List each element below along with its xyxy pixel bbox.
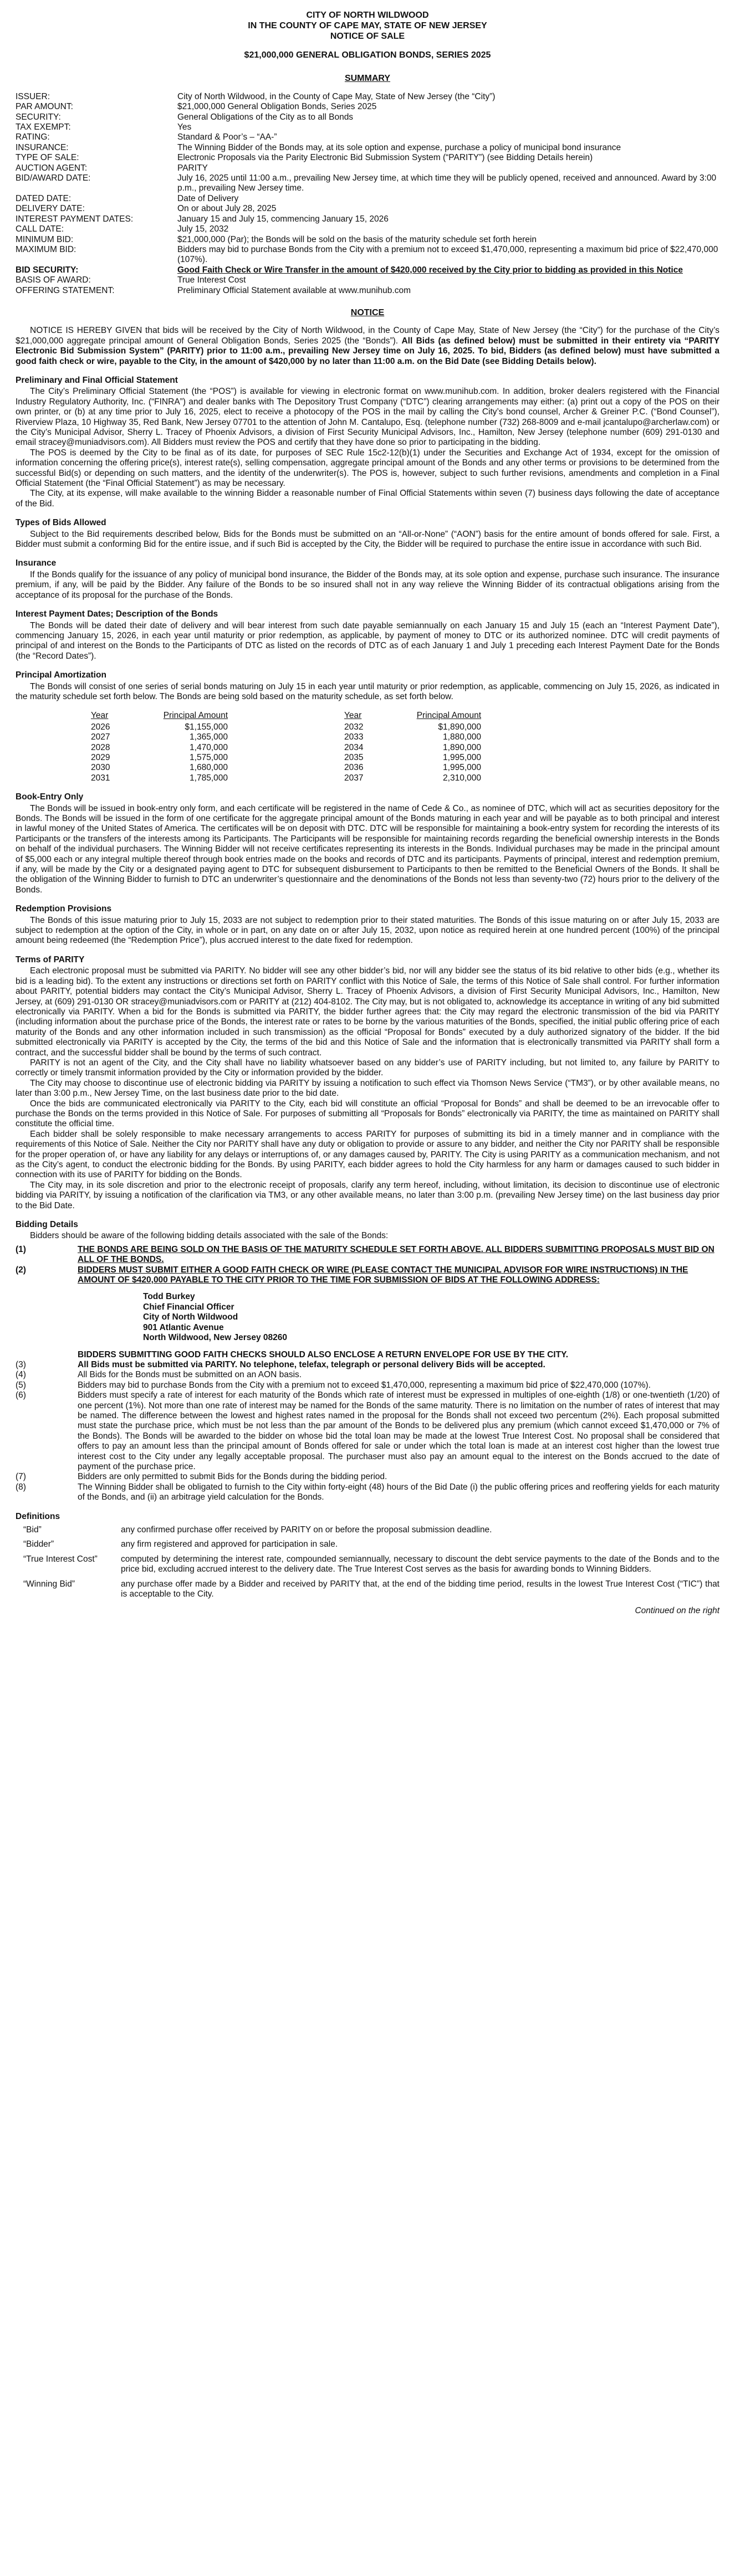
maturity-year: 2031: [91, 773, 110, 783]
return-envelope-note: BIDDERS SUBMITTING GOOD FAITH CHECKS SHOULD ALSO ENCLOSE A RETURN ENVELOPE FOR USE BY THE CITY.: [78, 1349, 568, 1359]
bidding-intro: Bidders should be aware of the following bidding details associated with the sale of the Bonds:: [30, 1231, 389, 1241]
address-line: City of North Wildwood: [143, 1312, 238, 1322]
definition-text: computed by determining the interest rate, compounded semiannually, necessary to discount the debt service payments to the date of the Bonds and to the price bid, excluding accrued interest to the delivery date. The True Interest Cost serves as the basis for awarding bonds to Winning Bidders.: [121, 1554, 719, 1574]
parity-paragraph-6: The City may, in its sole discretion and prior to the electronic receipt of proposals, clarify any term hereof, including, without limitation, its decision to discontinue use of electronic bidding via PARITY, by issuing a notification of the clarification via TM3, or any other available means, no later than 3:00 p.m. (prevailing New Jersey time) on the last business day prior to the Bid Date.: [16, 1180, 719, 1210]
pos-paragraph-1: The City’s Preliminary Official Statement (the “POS”) is available for viewing in electronic format on www.munihub.com. In addition, broker dealers registered with the Financial Industry Regulatory Authority, Inc. (“FINRA”) and dealer banks with The Depository Trust Company (“DTC”) clearing arrangements may either: (a) print out a copy of the POS on their own printer, or (b) at any time prior to July 16, 2025, elect to receive a photocopy of the POS in the mail by calling the City’s bond counsel, Archer & Greiner P.C. (“Bond Counsel”), Riverview Plaza, 10 Highway 35, Red Bank, New Jersey 07701 to the attention of John M. Cantalupo, Esq. (telephone number (732) 268-8009 and e-mail jcantalupo@archerlaw.com) or the City’s Municipal Advisor, Sherry L. Tracey of Phoenix Advisors, a division of First Security Municipal Advisors, Inc., Hamilton, New Jersey (telephone number (609) 291-0130 and email stracey@muniadvisors.com). All Bidders must review the POS and certify that they have done so prior to participating in the bidding.: [16, 387, 719, 448]
maturity-year: 2033: [344, 732, 364, 742]
maturity-amount: 1,785,000: [190, 773, 228, 783]
maturity-year: 2037: [344, 773, 364, 783]
summary-key: AUCTION AGENT:: [16, 163, 88, 173]
good-faith-requirement: BIDDERS MUST SUBMIT EITHER A GOOD FAITH CHECK OR WIRE (PLEASE CONTACT THE MUNICIPAL ADVISOR FOR WIRE INSTRUCTIONS) IN THE AMOUNT OF $420,000 PAYABLE TO THE CITY PRIOR TO THE TIME FOR SUBMISSION OF BIDS AT THE FOLLOWING ADDRESS:: [78, 1265, 688, 1285]
pos-paragraph-3: The City, at its expense, will make available to the winning Bidder a reasonable number of Final Official Statements within seven (7) business days following the date of acceptance of the Bid.: [16, 489, 719, 509]
bidding-item-text: Bidders may bid to purchase Bonds from the City with a premium not to exceed $1,470,000, representing a maximum bid price of $22,470,000 (107%).: [78, 1380, 651, 1390]
maturity-year: 2026: [91, 722, 110, 732]
bidding-list: [16, 1245, 719, 1503]
col-year-left: Year: [91, 711, 109, 721]
summary-value: PARITY: [177, 163, 208, 173]
summary-value: Standard & Poor’s – “AA-”: [177, 132, 277, 142]
types-paragraph: Subject to the Bid requirements described below, Bids for the Bonds must be submitted on an “All-or-None” (“AON”) basis for the entire amount of bonds offered for sale. First, a Bidder must submit a conforming Bid for the entire issue, and if such Bid is accepted by the City, the Bidder will be required to purchase the entire issue in accordance with such Bid.: [16, 529, 719, 550]
maturity-row: [91, 732, 481, 742]
series-title: $21,000,000 GENERAL OBLIGATION BONDS, SERIES 2025: [244, 50, 491, 60]
summary-key: ISSUER:: [16, 91, 50, 101]
definition-row: [16, 1525, 719, 1540]
summary-key: BID/AWARD DATE:: [16, 173, 91, 183]
notice-intro: [16, 326, 719, 367]
redemption-heading: Redemption Provisions: [16, 904, 112, 914]
header-notice: NOTICE OF SALE: [330, 32, 405, 41]
summary-title: SUMMARY: [344, 74, 391, 84]
address-line: Chief Financial Officer: [143, 1302, 234, 1312]
bidding-item-text: THE BONDS ARE BEING SOLD ON THE BASIS OF THE MATURITY SCHEDULE SET FORTH ABOVE. ALL BIDDERS SUBMITTING PROPOSALS MUST BID ON ALL OF THE BONDS.: [78, 1244, 714, 1265]
summary-row: [16, 92, 719, 102]
parity-paragraph-3: The City may choose to discontinue use of electronic bidding via PARITY by issuing a notification to such effect via Thomson News Service (“TM3”), or by other available means, no later than 3:00 p.m., New Jersey Time, on the last business date prior to the bid date.: [16, 1078, 719, 1099]
summary-value: Yes: [177, 122, 192, 132]
summary-row: [16, 102, 719, 112]
summary-row: [16, 163, 719, 173]
pos-paragraph-2: The POS is deemed by the City to be final as of its date, for purposes of SEC Rule 15c2-12(b)(1) under the Securities and Exchange Act of 1934, except for the omission of information concerning the offering price(s), interest rate(s), selling compensation, aggregate principal amount of the Bonds and any other terms or provisions to be determined from the successful Bid(s) or depending on such matters, and the identity of the underwriter(s). The POS is, however, subject to such further revisions, amendments and completion in a Final Official Statement (the “Final Official Statement”) as may be necessary.: [16, 448, 719, 489]
summary-key: INTEREST PAYMENT DATES:: [16, 214, 134, 224]
definition-row: [16, 1554, 719, 1579]
summary-value: $21,000,000 General Obligation Bonds, Series 2025: [177, 102, 377, 112]
amortization-heading: Principal Amortization: [16, 670, 106, 680]
summary-value: The Winning Bidder of the Bonds may, at its sole option and expense, purchase a policy of municipal bond insurance: [177, 142, 621, 152]
summary-value: Preliminary Official Statement available at www.munihub.com: [177, 285, 411, 295]
definition-text: any confirmed purchase offer received by PARITY on or before the proposal submission deadline.: [121, 1525, 492, 1535]
maturity-amount: 1,880,000: [443, 732, 481, 742]
maturity-year: 2029: [91, 752, 110, 762]
maturity-amount: 2,310,000: [443, 773, 481, 783]
maturity-row: [91, 722, 481, 732]
summary-row: [16, 245, 719, 265]
definition-text: any firm registered and approved for participation in sale.: [121, 1540, 338, 1549]
maturity-amount: $1,890,000: [438, 722, 481, 732]
summary-key: BID SECURITY:: [16, 265, 79, 275]
bidding-item-2: [16, 1265, 719, 1360]
summary-value: True Interest Cost: [177, 275, 246, 285]
notice-intro-b: All Bids (as defined below) must be submitted in their entirety via “PARITY Electronic Bid Submission System” (PARITY) prior to 11:00 a.m., prevailing New Jersey time on July 16, 2025. To bid, Bidders (as defined below) must have submitted a good faith check or wire, payable to the City, in the amount of $420,000 by no later than 11:00 a.m. on the Bid Date (see Bidding Details below).: [16, 336, 719, 366]
summary-row: [16, 173, 719, 194]
summary-row: [16, 224, 719, 234]
bidding-heading: Bidding Details: [16, 1220, 78, 1230]
parity-paragraph-4: Once the bids are communicated electronically via PARITY to the City, each bid will constitute an official “Proposal for Bonds” and shall be deemed to be an irrevocable offer to purchase the Bonds on the terms provided in this Notice of Sale. For purposes of submitting all “Proposals for Bonds” electronically via PARITY, the time as maintained on PARITY shall constitute the official time.: [16, 1099, 719, 1129]
bidding-item-text: All Bids must be submitted via PARITY. No telephone, telefax, telegraph or personal delivery Bids will be accepted.: [78, 1359, 545, 1369]
summary-key: PAR AMOUNT:: [16, 102, 73, 112]
maturity-amount: 1,470,000: [190, 742, 228, 752]
bidding-item-text: All Bids for the Bonds must be submitted on an AON basis.: [78, 1370, 302, 1380]
summary-key: SECURITY:: [16, 112, 61, 122]
summary-value: Electronic Proposals via the Parity Electronic Bid Submission System (“PARITY”) (see Bidding Details herein): [177, 153, 593, 163]
bidding-item-number: (5): [16, 1380, 26, 1390]
bidding-item-text: Bidders are only permitted to submit Bids for the Bonds during the bidding period.: [78, 1472, 387, 1482]
maturity-amount: $1,155,000: [185, 722, 228, 732]
summary-value: Bidders may bid to purchase Bonds from the City with a premium not to exceed $1,470,000, representing a maximum bid price of $22,470,000 (107%).: [177, 244, 718, 265]
summary-key: BASIS OF AWARD:: [16, 275, 91, 285]
definition-term: “Bidder”: [23, 1540, 54, 1549]
header-city: CITY OF NORTH WILDWOOD: [306, 11, 429, 20]
col-year-right: Year: [344, 711, 362, 721]
summary-value: $21,000,000 (Par); the Bonds will be sold on the basis of the maturity schedule set forth herein: [177, 234, 537, 244]
summary-value: City of North Wildwood, in the County of Cape May, State of New Jersey (the “City”): [177, 91, 496, 101]
bidding-item-text: [78, 1265, 719, 1360]
maturity-amount: 1,890,000: [443, 742, 481, 752]
bidding-item: [16, 1381, 719, 1390]
notice-title: NOTICE: [350, 307, 385, 317]
amortization-paragraph: The Bonds will consist of one series of serial bonds maturing on July 15 in each year until maturity or prior redemption, as applicable, commencing on July 15, 2026, as indicated in the maturity schedule set forth below. The Bonds are being sold based on the maturity schedule, as set forth below.: [16, 681, 719, 701]
summary-key: DELIVERY DATE:: [16, 204, 85, 214]
address-line: North Wildwood, New Jersey 08260: [143, 1333, 287, 1343]
bidding-item-1: [16, 1245, 719, 1265]
summary-row: [16, 132, 719, 142]
bidding-item-number: (1): [16, 1244, 26, 1254]
summary-value: General Obligations of the City as to all Bonds: [177, 112, 354, 122]
notice-intro-a: NOTICE IS HEREBY GIVEN that bids will be received by the City of North Wildwood, in the County of Cape May, State of New Jersey (the “City”) for the purchase of the City’s $21,000,000 aggregate principal amount of General Obligation Bonds, Series 2025 (the “Bonds”).: [16, 326, 719, 346]
summary-key: MINIMUM BID:: [16, 234, 74, 244]
definition-term: “True Interest Cost”: [23, 1554, 98, 1564]
interest-paragraph: The Bonds will be dated their date of delivery and will bear interest from such date payable semiannually on each January 15 and July 15 (each an “Interest Payment Date”), commencing January 15, 2026, in each year until maturity or prior redemption, as applicable, by payment of money to DTC or its authorized nominee. DTC will credit payments of principal of and interest on the Bonds to the Participants of DTC as listed on the records of DTC as of each January 1 and July 1 preceding each Interest Payment Date for the Bonds (the “Record Dates”).: [16, 620, 719, 661]
definition-row: [16, 1540, 719, 1554]
interest-heading: Interest Payment Dates; Description of the Bonds: [16, 609, 218, 619]
summary-key: INSURANCE:: [16, 142, 69, 152]
summary-value: On or about July 28, 2025: [177, 204, 277, 214]
summary-row: [16, 112, 719, 122]
bidding-item-number: (2): [16, 1265, 26, 1275]
insurance-paragraph: If the Bonds qualify for the issuance of any policy of municipal bond insurance, the Bidder of the Bonds may, at its sole option and expense, purchase such insurance. The insurance premium, if any, will be paid by the Bidder. Any failure of the Bonds to be so insured shall not in any way relieve the Winning Bidder of its contractual obligations arising from the acceptance of its proposal for the purchase of the Bonds.: [16, 569, 719, 600]
continued-note: Continued on the right: [635, 1606, 719, 1616]
summary-value: Date of Delivery: [177, 193, 239, 203]
summary-key: TAX EXEMPT:: [16, 122, 71, 132]
col-amount-right: Principal Amount: [416, 711, 481, 721]
parity-paragraph-1: Each electronic proposal must be submitted via PARITY. No bidder will see any other bidder’s bid, nor will any bidder see the status of its bid relative to other bids (e.g., whether its bid is a leading bid). To the extent any instructions or directions set forth on PARITY conflict with this Notice of Sale, the terms of this Notice of Sale shall control. For further information about PARITY, potential bidders may contact the City’s Municipal Advisor, Sherry L. Tracey of Phoenix Advisors, a division of First Security Municipal Advisors, Inc., Hamilton, New Jersey, at (609) 291-0130 OR stracey@muniadvisors.com or PARITY at (212) 404-8102. The City may, but is not obligated to, acknowledge its acceptance in writing of any bid submitted electronically via PARITY. When a bid for the Bonds is submitted via PARITY, the bidder further agrees that: the City may regard the electronic transmission of the bid via PARITY (including information about the purchase price of the Bonds, the interest rate or rates to be borne by the various maturities of the Bonds, specified, the initial public offering price of each maturity of the Bonds and any other information included in such transmission) as the official “Proposal for Bonds” executed by a duly authorized signatory of the bidder. If the bid submitted electronically via PARITY is accepted by the City, the terms of the bid and this Notice of Sale and the information that is electronically transmitted via PARITY shall form a contract, and the successful bidder shall be bound by the terms of such contract.: [16, 966, 719, 1058]
definition-term: “Bid”: [23, 1525, 42, 1535]
bidding-item: [16, 1370, 719, 1380]
summary-key: CALL DATE:: [16, 224, 64, 234]
summary-key: TYPE OF SALE:: [16, 153, 79, 163]
summary-row: [16, 194, 719, 204]
maturity-schedule-table: [91, 711, 481, 783]
parity-heading: Terms of PARITY: [16, 955, 85, 964]
definition-text: any purchase offer made by a Bidder and received by PARITY that, at the end of the bidding time period, results in the lowest True Interest Cost (“TIC”) that is acceptable to the City.: [121, 1579, 719, 1599]
maturity-amount: 1,680,000: [190, 763, 228, 773]
maturity-amount: 1,575,000: [190, 752, 228, 762]
types-heading: Types of Bids Allowed: [16, 518, 106, 528]
bidding-item-number: (3): [16, 1359, 26, 1369]
definitions-table: [16, 1525, 719, 1604]
summary-table: [16, 92, 719, 296]
summary-value: July 15, 2032: [177, 224, 229, 234]
address-line: 901 Atlantic Avenue: [143, 1322, 224, 1332]
bidding-item-text: The Winning Bidder shall be obligated to furnish to the City within forty-eight (48) hours of the Bid Date (i) the public offering prices and reoffering yields for each maturity of the Bonds, and (ii) an arbitrage yield calculation for the Bonds.: [78, 1482, 719, 1502]
summary-row: [16, 153, 719, 163]
bidding-item-number: (4): [16, 1370, 26, 1380]
summary-row: [16, 275, 719, 285]
maturity-row: [91, 773, 481, 783]
summary-row: [16, 143, 719, 153]
maturity-amount: 1,995,000: [443, 752, 481, 762]
bookentry-paragraph: The Bonds will be issued in book-entry only form, and each certificate will be registered in the name of Cede & Co., as nominee of DTC, which will act as securities depository for the Bonds. The Bonds will be issued in the form of one certificate for the aggregate principal amount of the Bonds maturing in each year and will be payable as to both principal and interest in lawful money of the United States of America. The certificates will be on deposit with DTC. DTC will be responsible for maintaining a book-entry system for recording the interests of its Participants or the transfers of the interests among its Participants. The Participants will be responsible for maintaining records regarding the beneficial ownership interests in the Bonds on behalf of the individual purchasers. The Winning Bidder will not receive certificates representing its interests in the Bonds. Individual purchases may be made in the principal amount of $5,000 each or any integral multiple thereof through book entries made on the books and records of DTC and its participants. Payments of principal, interest and redemption premium, if any, will be made by the City or a designated paying agent to DTC for subsequent disbursement to Participants to then be remitted to the Beneficial Owners of the Bonds. It shall be the obligation of the Winning Bidder to furnish to DTC an underwriter’s questionnaire and the denominations of the Bonds not less than seventy-two (72) hours prior to the delivery of the Bonds.: [16, 803, 719, 895]
insurance-heading: Insurance: [16, 558, 57, 568]
maturity-row: [91, 763, 481, 773]
maturity-amount: 1,995,000: [443, 763, 481, 773]
summary-key: OFFERING STATEMENT:: [16, 285, 115, 295]
definition-row: [16, 1579, 719, 1604]
definitions-heading: Definitions: [16, 1511, 60, 1521]
address-line: Todd Burkey: [143, 1292, 195, 1302]
summary-row: [16, 286, 719, 296]
good-faith-address: [143, 1292, 719, 1343]
maturity-year: 2030: [91, 763, 110, 773]
summary-row-bid-security: [16, 265, 719, 275]
maturity-year: 2034: [344, 742, 364, 752]
bidding-item: [16, 1472, 719, 1482]
summary-row: [16, 122, 719, 132]
maturity-year: 2028: [91, 742, 110, 752]
col-amount-left: Principal Amount: [163, 711, 228, 721]
summary-key: DATED DATE:: [16, 193, 72, 203]
summary-value: Good Faith Check or Wire Transfer in the amount of $420,000 received by the City prior to bidding as provided in this Notice: [177, 265, 683, 275]
summary-value: July 16, 2025 until 11:00 a.m., prevailing New Jersey time, at which time they will be publicly opened, received and announced. Award by 3:00 p.m., prevailing New Jersey time.: [177, 173, 717, 193]
bidding-item-number: (8): [16, 1482, 26, 1492]
maturity-year: 2032: [344, 722, 364, 732]
header-county: IN THE COUNTY OF CAPE MAY, STATE OF NEW JERSEY: [248, 21, 487, 30]
maturity-year: 2027: [91, 732, 110, 742]
bidding-item: [16, 1482, 719, 1503]
parity-paragraph-2: PARITY is not an agent of the City, and the City shall have no liability whatsoever based on any bidder’s use of PARITY including, but not limited to, any failure by PARITY to correctly or timely transmit information provided by the City or information provided by the bidder.: [16, 1058, 719, 1078]
bookentry-heading: Book-Entry Only: [16, 792, 84, 802]
bidding-item-text: Bidders must specify a rate of interest for each maturity of the Bonds which rate of interest must be expressed in multiples of one-eighth (1/8) or one-twentieth (1/20) of one percent (1%). Not more than one rate of interest may be named for the Bonds of the same maturity. There is no limitation on the number of rates of interest that may be named. The difference between the lowest and highest rates named in the proposal for the Bonds shall not exceed two percentum (2%). Each proposal submitted must state the purchase price, which must be not less than the par amount of the Bonds to be delivered plus any premium (which cannot exceed $1,470,000 or 7% of the Bonds). The Bonds will be awarded to the bidder on whose bid the total loan may be made at the lowest True Interest Cost. No proposal shall be considered that offers to pay an amount less than the principal amount of Bonds offered for sale or under which the total loan is made at an interest cost higher than the lowest true interest cost to the City under any legally acceptable proposal. The purchaser must also pay an amount equal to the interest on the Bonds accrued to the date of payment of the purchase price.: [78, 1390, 719, 1471]
parity-paragraph-5: Each bidder shall be solely responsible to make necessary arrangements to access PARITY for purposes of submitting its bid in a timely manner and in compliance with the requirements of this Notice of Sale. Neither the City nor PARITY shall have any duty or obligation to provide or assure to any bidder, and neither the City nor PARITY shall be responsible for the proper operation of, or have any liability for any delays or interruptions of, or any damages caused by, PARITY. The City is using PARITY as a communication mechanism, and not as the City’s agent, to conduct the electronic bidding for the Bonds. By using PARITY, each bidder agrees to hold the City harmless for any harm or damages caused to such bidder in connection with its use of PARITY for bidding on the Bonds.: [16, 1129, 719, 1180]
summary-key: MAXIMUM BID:: [16, 244, 76, 254]
pos-heading: Preliminary and Final Official Statement: [16, 375, 178, 385]
maturity-row: [91, 743, 481, 753]
redemption-paragraph: The Bonds of this issue maturing prior to July 15, 2033 are not subject to redemption prior to their stated maturities. The Bonds of this issue maturing on or after July 15, 2033 are subject to redemption at the option of the City, in whole or in part, on any date on or after July 15, 2032, upon notice as required herein at one hundred percent (100%) of the principal amount being redeemed (the “Redemption Price”), plus accrued interest to the date fixed for redemption.: [16, 915, 719, 946]
definition-term: “Winning Bid”: [23, 1579, 75, 1589]
bidding-item-number: (7): [16, 1472, 26, 1482]
summary-row: [16, 204, 719, 214]
bidding-item: [16, 1390, 719, 1472]
summary-value: January 15 and July 15, commencing January 15, 2026: [177, 214, 389, 224]
maturity-amount: 1,365,000: [190, 732, 228, 742]
bidding-item-number: (6): [16, 1390, 26, 1400]
maturity-year: 2035: [344, 752, 364, 762]
maturity-year: 2036: [344, 763, 364, 773]
maturity-row: [91, 753, 481, 763]
summary-row: [16, 235, 719, 245]
summary-key: RATING:: [16, 132, 50, 142]
summary-row: [16, 214, 719, 224]
bidding-item: [16, 1360, 719, 1370]
